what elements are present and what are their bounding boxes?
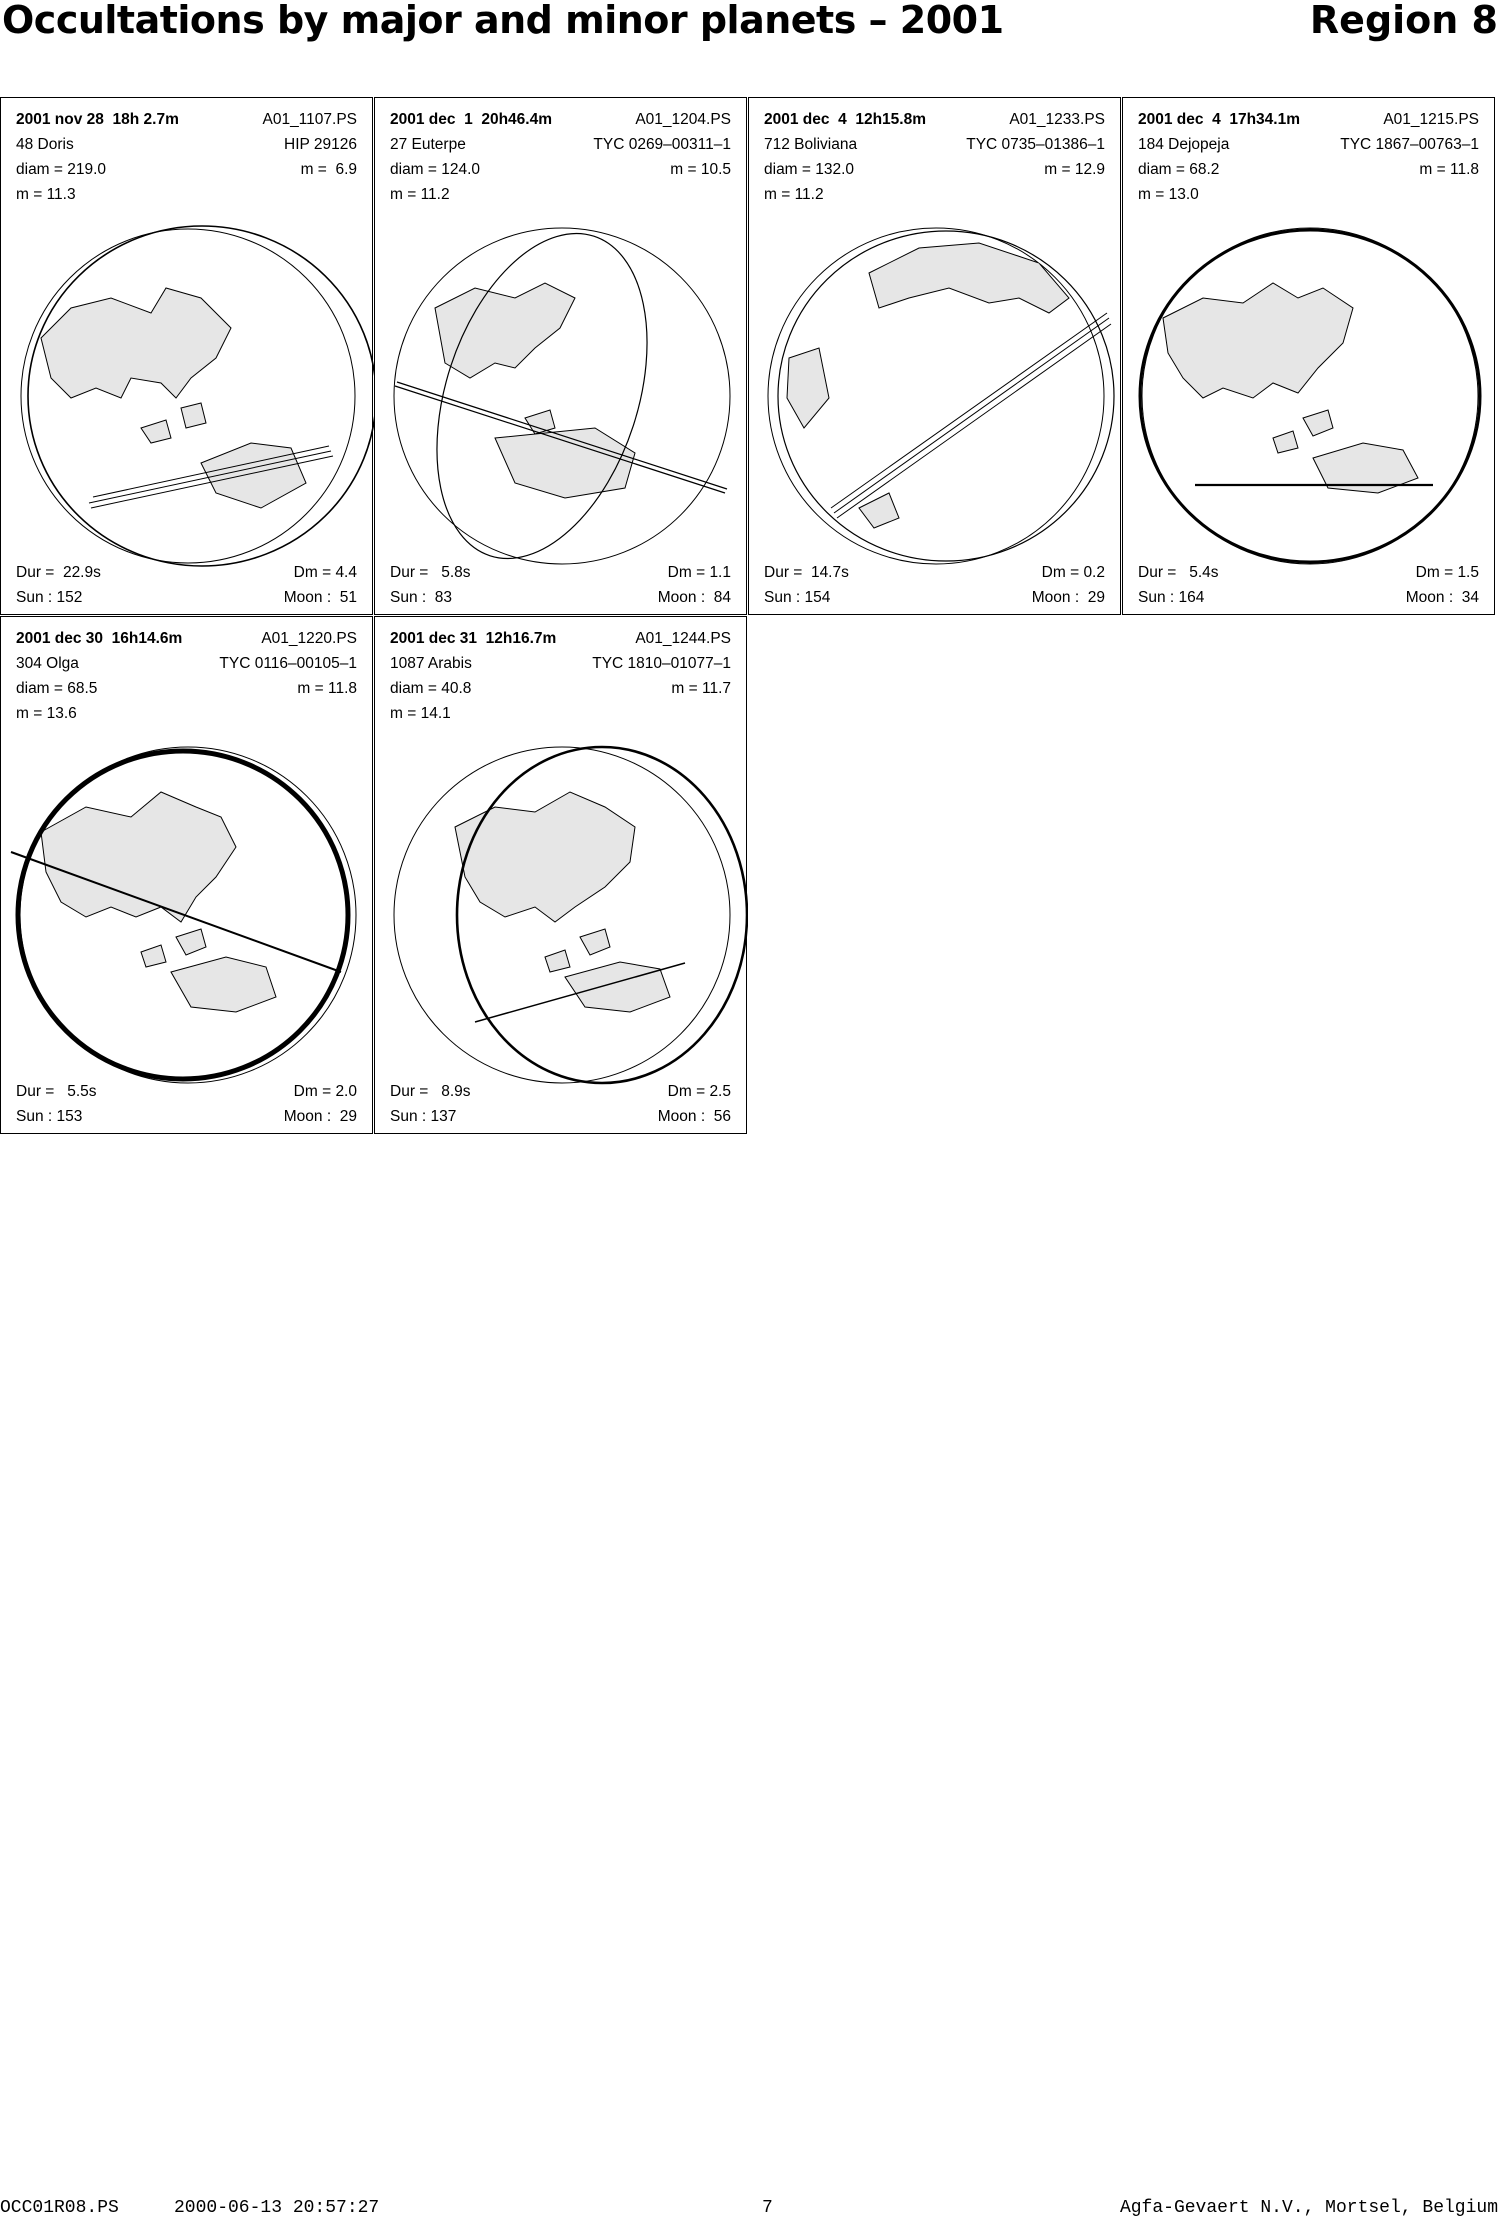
occultation-panel	[374, 97, 747, 615]
planet-magnitude: m = 14.1	[390, 705, 451, 722]
planet-name: 304 Olga	[16, 655, 79, 672]
magnitude-drop: Dm = 2.0	[293, 1083, 357, 1100]
magnitude-drop: Dm = 2.5	[667, 1083, 731, 1100]
star-id: TYC 1810–01077–1	[592, 655, 731, 672]
duration: Dur = 5.8s	[390, 564, 471, 581]
planet-name: 27 Euterpe	[390, 136, 466, 153]
event-datetime: 2001 dec 1 20h46.4m	[390, 111, 553, 128]
magnitude-drop: Dm = 1.1	[667, 564, 731, 581]
sun-elongation: Sun : 164	[1138, 589, 1205, 606]
occultation-panel	[374, 616, 747, 1134]
planet-diameter: diam = 40.8	[390, 680, 472, 697]
map-file: A01_1220.PS	[261, 630, 357, 647]
star-id: TYC 1867–00763–1	[1340, 136, 1479, 153]
duration: Dur = 5.4s	[1138, 564, 1219, 581]
planet-magnitude: m = 13.0	[1138, 186, 1199, 203]
event-datetime: 2001 dec 31 12h16.7m	[390, 630, 557, 647]
planet-name: 712 Boliviana	[764, 136, 858, 153]
map-file: A01_1244.PS	[635, 630, 731, 647]
footer-page-number: 7	[762, 2198, 773, 2218]
star-id: HIP 29126	[284, 136, 357, 153]
star-id: TYC 0116–00105–1	[219, 655, 357, 672]
planet-magnitude: m = 11.3	[16, 186, 76, 203]
sun-elongation: Sun : 152	[16, 589, 83, 606]
star-id: TYC 0269–00311–1	[593, 136, 731, 153]
planet-name: 184 Dejopeja	[1138, 136, 1230, 153]
globe-outline	[1142, 228, 1478, 564]
duration: Dur = 5.5s	[16, 1083, 97, 1100]
map-file: A01_1233.PS	[1009, 111, 1105, 128]
duration: Dur = 8.9s	[390, 1083, 471, 1100]
event-datetime: 2001 dec 30 16h14.6m	[16, 630, 183, 647]
map-file: A01_1107.PS	[262, 111, 357, 128]
map-file: A01_1215.PS	[1383, 111, 1479, 128]
occultation-grid	[0, 97, 1498, 1137]
planet-diameter: diam = 219.0	[16, 161, 107, 178]
map-file: A01_1204.PS	[635, 111, 731, 128]
footer-file: OCC01R08.PS	[0, 2198, 119, 2218]
sun-elongation: Sun : 137	[390, 1108, 457, 1125]
duration: Dur = 14.7s	[764, 564, 849, 581]
star-id: TYC 0735–01386–1	[966, 136, 1105, 153]
footer-credit: Agfa-Gevaert N.V., Mortsel, Belgium	[1119, 2198, 1498, 2218]
moon-elongation: Moon : 29	[283, 1108, 357, 1125]
planet-diameter: diam = 68.2	[1138, 161, 1220, 178]
occultation-panel	[1122, 97, 1495, 615]
sun-elongation: Sun : 154	[764, 589, 831, 606]
magnitude-drop: Dm = 1.5	[1415, 564, 1479, 581]
occultation-panel	[0, 616, 373, 1134]
moon-elongation: Moon : 51	[283, 589, 357, 606]
star-magnitude: m = 11.8	[1419, 161, 1479, 178]
planet-magnitude: m = 11.2	[764, 186, 824, 203]
globe-outline	[394, 228, 730, 564]
page-title: Occultations by major and minor planets – 2001	[2, 0, 1004, 42]
star-magnitude: m = 11.8	[297, 680, 357, 697]
event-datetime: 2001 nov 28 18h 2.7m	[16, 111, 179, 128]
occultation-panel	[748, 97, 1121, 615]
planet-magnitude: m = 13.6	[16, 705, 77, 722]
planet-diameter: diam = 132.0	[764, 161, 855, 178]
duration: Dur = 22.9s	[16, 564, 101, 581]
sun-elongation: Sun : 83	[390, 589, 453, 606]
planet-diameter: diam = 124.0	[390, 161, 481, 178]
planet-magnitude: m = 11.2	[390, 186, 450, 203]
sun-elongation: Sun : 153	[16, 1108, 83, 1125]
star-magnitude: m = 11.7	[671, 680, 731, 697]
event-datetime: 2001 dec 4 12h15.8m	[764, 111, 927, 128]
planet-name: 1087 Arabis	[390, 655, 472, 672]
magnitude-drop: Dm = 4.4	[293, 564, 357, 581]
moon-elongation: Moon : 84	[657, 589, 731, 606]
footer-timestamp: 2000-06-13 20:57:27	[174, 2198, 380, 2218]
planet-diameter: diam = 68.5	[16, 680, 98, 697]
planet-name: 48 Doris	[16, 136, 74, 153]
moon-elongation: Moon : 56	[657, 1108, 731, 1125]
occultation-panel	[0, 97, 373, 615]
star-magnitude: m = 6.9	[300, 161, 357, 178]
moon-elongation: Moon : 29	[1031, 589, 1105, 606]
star-magnitude: m = 12.9	[1044, 161, 1105, 178]
magnitude-drop: Dm = 0.2	[1041, 564, 1105, 581]
star-magnitude: m = 10.5	[670, 161, 731, 178]
event-datetime: 2001 dec 4 17h34.1m	[1138, 111, 1301, 128]
region-title: Region 8	[1309, 0, 1498, 42]
moon-elongation: Moon : 34	[1405, 589, 1479, 606]
